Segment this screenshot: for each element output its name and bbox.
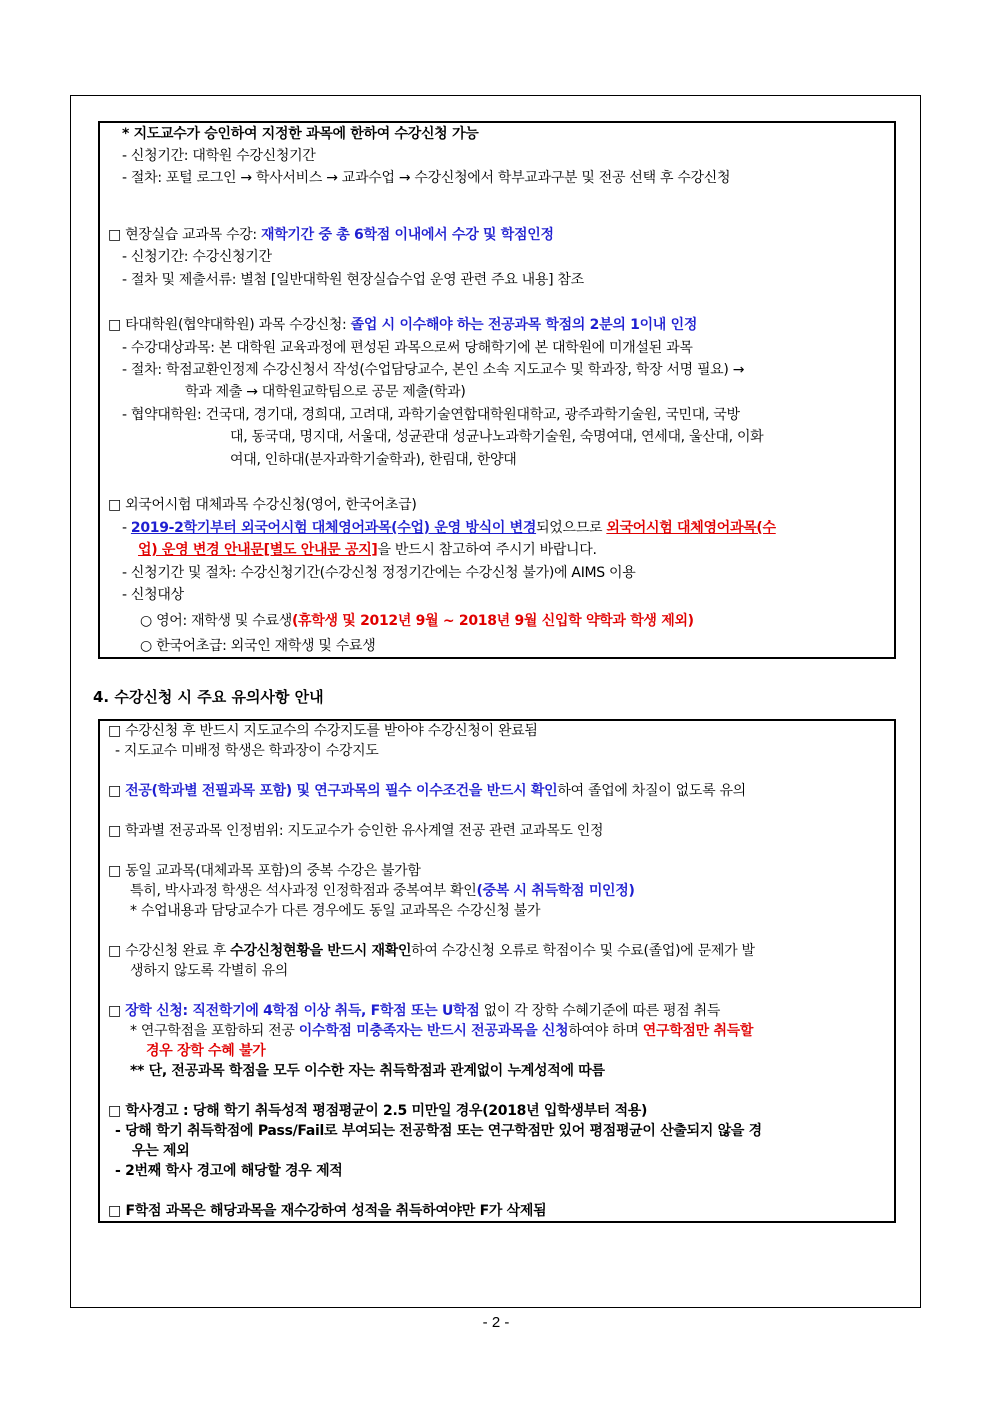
change-notice-highlight: 2019-2학기부터 외국어시험 대체영어과목(수업) 운영 방식이 변경 [130, 520, 537, 536]
fieldwork-procedure: - 절차 및 제출서류: 별첨 [일반대학원 현장실습수업 운영 관련 주요 내용] 참조 [122, 272, 584, 288]
academic-warning: □ 학사경고 : 당해 학기 취득성적 평점평균이 2.5 미만일 경우(2018년 입학생부터 적용) [108, 1103, 648, 1119]
recheck-registration [108, 941, 755, 961]
advisor-guidance: □ 수강신청 후 반드시 지도교수의 수강지도를 받아야 수강신청이 완료됨 [108, 723, 538, 739]
same-course-note: * 수업내용과 담당교수가 다른 경우에도 동일 교과목은 수강신청 불가 [130, 903, 541, 919]
change-notice-plain-cont: 을 반드시 참고하여 주시기 바랍니다. [377, 542, 597, 558]
english-target [140, 611, 694, 631]
foreign-exam-target-label: - 신청대상 [122, 587, 184, 603]
dash: - [122, 520, 131, 536]
procedure-line: - 절차: 포털 로그인 → 학사서비스 → 교과수업 → 수강신청에서 학부교과구분 및 전공 선택 후 수강신청 [122, 170, 731, 186]
foreign-exam-title: □ 외국어시험 대체과목 수강신청(영어, 한국어초급) [108, 497, 417, 513]
partner-schools-line1: - 협약대학원: 건국대, 경기대, 경희대, 고려대, 과학기술연합대학원대학교, 광주과학기술원, 국민대, 국방 [122, 407, 740, 423]
page-number: - 2 - [482, 1314, 510, 1331]
recheck-registration-cont: 생하지 않도록 각별히 유의 [130, 963, 288, 979]
academic-warning-exception: - 당해 학기 취득학점에 Pass/Fail로 부여되는 전공학점 또는 연구학점만 있어 평점평균이 산출되지 않을 경 [115, 1123, 762, 1139]
scholarship-highlight: 장학 신청: 직전학기에 4학점 이상 취득, F학점 또는 U학점 [125, 1003, 480, 1019]
expulsion-rule: - 2번째 학사 경고에 해당할 경우 제적 [115, 1163, 343, 1179]
f-grade-retake: □ F학점 과목은 해당과목을 재수강하여 성적을 취득하여야만 F가 삭제됨 [108, 1203, 547, 1219]
scholarship-note-plain2: 하여야 하며 [568, 1023, 643, 1039]
other-grad-procedure: - 절차: 학점교환인정제 수강신청서 작성(수업담당교수, 본인 소속 지도교수 및 학과장, 학장 서명 필요) → [122, 362, 745, 378]
english-target-exclusion: (휴학생 및 2012년 9월 ~ 2018년 9월 신입학 약학과 학생 제외) [291, 613, 694, 629]
partner-schools-line2: 대, 동국대, 명지대, 서울대, 성균관대 성균나노과학기술원, 숙명여대, 연세대, 울산대, 이화 [230, 429, 764, 445]
advisor-approval-note: * 지도교수가 승인하여 지정한 과목에 한하여 수강신청 가능 [122, 126, 479, 142]
korean-target: ○ 한국어초급: 외국인 재학생 및 수료생 [140, 638, 376, 654]
recheck-plain: □ 수강신청 완료 후 [108, 943, 231, 959]
duplicate-course-rule: □ 동일 교과목(대체과목 포함)의 중복 수강은 불가함 [108, 863, 421, 879]
partner-schools-line3: 여대, 인하대(분자과학기술학과), 한림대, 한양대 [230, 452, 517, 468]
scholarship-note-highlight: 이수학점 미충족자는 반드시 전공과목을 신청 [298, 1023, 569, 1039]
checkbox-glyph: □ [108, 1003, 126, 1019]
scholarship-note-red-cont: 경우 장학 수혜 불가 [146, 1043, 266, 1059]
scholarship-plain: 없이 각 장학 수혜기준에 따른 평점 취득 [479, 1003, 721, 1019]
change-notice-red: 외국어시험 대체영어과목(수 [606, 520, 776, 536]
foreign-exam-procedure: - 신청기간 및 절차: 수강신청기간(수강신청 정정기간에는 수강신청 불가)에 AIMS 이용 [122, 565, 636, 581]
checkbox-glyph: □ [108, 783, 126, 799]
doctoral-duplicate-plain: 특히, 박사과정 학생은 석사과정 인정학점과 중복여부 확인 [130, 883, 477, 899]
doctoral-duplicate-check [130, 881, 635, 901]
recheck-bold: 수강신청현황을 반드시 재확인 [230, 943, 412, 959]
scholarship-criteria [108, 1001, 720, 1021]
change-notice-red-cont: 업) 운영 변경 안내문[별도 안내문 공지] [138, 542, 378, 558]
major-course-scope: □ 학과별 전공과목 인정범위: 지도교수가 승인한 유사계열 전공 관련 교과목도 인정 [108, 823, 604, 839]
foreign-exam-change-line2 [138, 540, 597, 560]
fieldwork-title [108, 225, 554, 245]
requirements-plain: 하여 졸업에 차질이 없도록 유의 [557, 783, 746, 799]
scholarship-exception: ** 단, 전공과목 학점을 모두 이수한 자는 취득학점과 관계없이 누계성적에 따름 [130, 1063, 605, 1079]
other-grad-title-highlight: 졸업 시 이수해야 하는 전공과목 학점의 2분의 1이내 인정 [350, 317, 698, 333]
requirements-highlight: 전공(학과별 전필과목 포함) 및 연구과목의 필수 이수조건을 반드시 확인 [125, 783, 558, 799]
doctoral-duplicate-highlight: (중복 시 취득학점 미인정) [476, 883, 635, 899]
other-grad-title [108, 315, 697, 335]
unassigned-advisor-note: - 지도교수 미배정 학생은 학과장이 수강지도 [115, 743, 379, 759]
foreign-exam-change-line1 [122, 518, 776, 538]
scholarship-note-red: 연구학점만 취득할 [642, 1023, 754, 1039]
requirements-check [108, 781, 746, 801]
scholarship-note [130, 1021, 753, 1041]
fieldwork-title-label: □ 현장실습 교과목 수강: [108, 227, 261, 243]
change-notice-plain: 되었으므로 [536, 520, 607, 536]
other-grad-title-label: □ 타대학원(협약대학원) 과목 수강신청: [108, 317, 351, 333]
fieldwork-period: - 신청기간: 수강신청기간 [122, 249, 272, 265]
section-4-heading: 4. 수강신청 시 주요 유의사항 안내 [93, 688, 324, 706]
scholarship-note-plain: * 연구학점을 포함하되 전공 [130, 1023, 299, 1039]
period-line: - 신청기간: 대학원 수강신청기간 [122, 148, 316, 164]
other-grad-target: - 수강대상과목: 본 대학원 교육과정에 편성된 과목으로써 당해학기에 본 대학원에 미개설된 과목 [122, 340, 693, 356]
english-target-label: ○ 영어: 재학생 및 수료생 [140, 613, 292, 629]
other-grad-procedure-cont: 학과 제출 → 대학원교학팀으로 공문 제출(학과) [185, 384, 466, 400]
fieldwork-title-highlight: 재학기간 중 총 6학점 이내에서 수강 및 학점인정 [260, 227, 554, 243]
academic-warning-exception-cont: 우는 제외 [132, 1143, 190, 1159]
recheck-rest: 하여 수강신청 오류로 학점이수 및 수료(졸업)에 문제가 발 [411, 943, 755, 959]
